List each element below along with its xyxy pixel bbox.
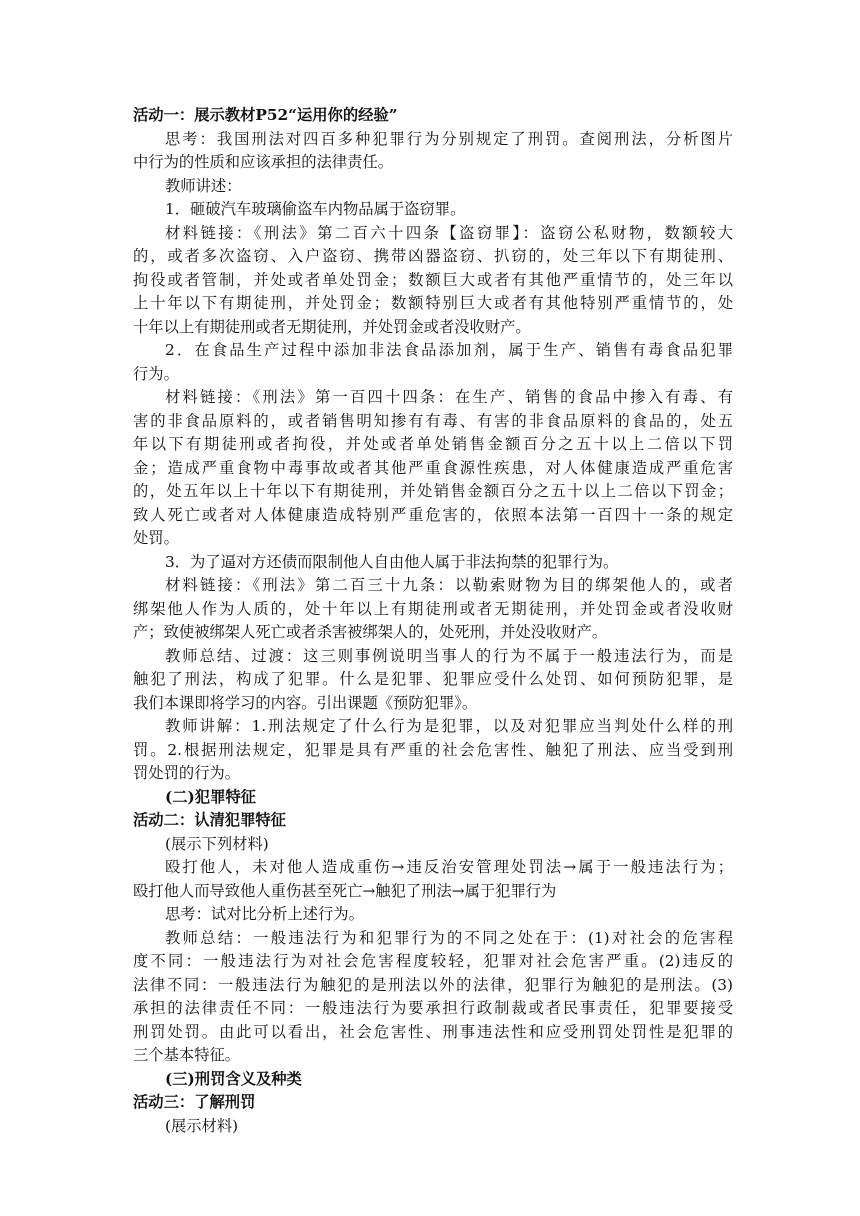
paragraph-line: 殴打他人，未对他人造成重伤→违反治安管理处罚法→属于一般违法行为； xyxy=(165,858,733,876)
paragraph-line: 产；致使被绑架人死亡或者杀害被绑架人的，处死刑，并处没收财产。 xyxy=(133,623,608,641)
paragraph-line: 罚处罚的行为。 xyxy=(133,764,241,782)
paragraph-line: 触犯了刑法，构成了犯罪。什么是犯罪、犯罪应受什么处罚、如何预防犯罪，是 xyxy=(133,670,733,688)
paragraph-line: 金；造成严重食物中毒事故或者其他严重食源性疾患，对人体健康造成严重危害 xyxy=(133,458,733,477)
paragraph-line: 1．砸破汽车玻璃偷盗车内物品属于盗窃罪。 xyxy=(165,200,466,218)
paragraph-line: 的，处五年以上十年以下有期徒刑，并处销售金额百分之五十以上二倍以下罚金； xyxy=(133,482,733,500)
paragraph-line: 承担的法律责任不同：一般违法行为要承担行政制裁或者民事责任，犯罪要接受 xyxy=(133,999,733,1017)
paragraph-line: 教师总结：一般违法行为和犯罪行为的不同之处在于：(1)对社会的危害程 xyxy=(165,928,733,947)
paragraph-line: 度不同：一般违法行为对社会危害程度较轻，犯罪对社会危害严重。(2)违反的 xyxy=(133,952,733,970)
paragraph-line: 的，或者多次盗窃、入户盗窃、携带凶器盗窃、扒窃的，处三年以下有期徒刑、 xyxy=(133,247,733,265)
paragraph-line: 致人死亡或者对人体健康造成特别严重危害的，依照本法第一百四十一条的规定 xyxy=(133,505,733,524)
paragraph-line: 教师讲解：1.刑法规定了什么行为是犯罪，以及对犯罪应当判处什么样的刑 xyxy=(165,717,733,735)
section-heading-penalty: (三)刑罚含义及种类 xyxy=(165,1069,302,1088)
paragraph-line: 我们本课即将学习的内容。引出课题《预防犯罪》。 xyxy=(133,693,478,712)
paragraph-line: 材料链接：《刑法》第一百四十四条：在生产、销售的食品中掺入有毒、有 xyxy=(165,388,733,406)
paragraph-line: 中行为的性质和应该承担的法律责任。 xyxy=(133,153,394,171)
paragraph-line: 思考：我国刑法对四百多种犯罪行为分别规定了刑罚。查阅刑法，分析图片 xyxy=(165,129,733,148)
paragraph-line: 绑架他人作为人质的，处十年以上有期徒刑或者无期徒刑，并处罚金或者没收财 xyxy=(133,599,733,618)
paragraph-line: 十年以上有期徒刑或者无期徒刑，并处罚金或者没收财产。 xyxy=(133,317,531,336)
paragraph-line: 行为。 xyxy=(133,364,179,383)
paragraph-line: 教师总结、过渡：这三则事例说明当事人的行为不属于一般违法行为，而是 xyxy=(165,646,733,665)
paragraph-line: 思考：试对比分析上述行为。 xyxy=(165,905,364,923)
paragraph-line: (展示下列材料) xyxy=(165,834,269,853)
paragraph-line: 罚。2.根据刑法规定，犯罪是具有严重的社会危害性、触犯了刑法、应当受到刑 xyxy=(133,740,733,759)
document-page xyxy=(133,104,733,1138)
paragraph-line: 材料链接：《刑法》第二百六十四条【盗窃罪】：盗窃公私财物，数额较大 xyxy=(165,223,733,242)
paragraph-line: 法律不同：一般违法行为触犯的是刑法以外的法律，犯罪行为触犯的是刑法。(3) xyxy=(133,975,733,994)
activity-one-heading: 活动一：展示教材P52“运用你的经验” xyxy=(133,106,398,124)
paragraph-line: 年以下有期徒刑或者拘役，并处或者单处销售金额百分之五十以上二倍以下罚 xyxy=(133,435,733,453)
paragraph-line: 拘役或者管制，并处或者单处罚金；数额巨大或者有其他严重情节的，处三年以 xyxy=(133,270,733,289)
paragraph-line: 上十年以下有期徒刑，并处罚金；数额特别巨大或者有其他特别严重情节的，处 xyxy=(133,294,733,312)
paragraph-line: 处罚。 xyxy=(133,529,179,547)
activity-three-heading: 活动三：了解刑罚 xyxy=(133,1093,256,1111)
paragraph-line: 材料链接：《刑法》第二百三十九条：以勒索财物为目的绑架他人的，或者 xyxy=(165,576,733,594)
section-heading-crime-features: (二)犯罪特征 xyxy=(165,787,256,806)
paragraph-line: (展示材料) xyxy=(165,1116,239,1135)
paragraph-line: 教师讲述： xyxy=(165,176,242,195)
paragraph-line: 三个基本特征。 xyxy=(133,1046,241,1064)
paragraph-line: 刑罚处罚。由此可以看出，社会危害性、刑事违法性和应受刑罚处罚性是犯罪的 xyxy=(133,1022,733,1041)
paragraph-line: 2．在食品生产过程中添加非法食品添加剂，属于生产、销售有毒食品犯罪 xyxy=(165,341,733,359)
paragraph-line: 殴打他人而导致他人重伤甚至死亡→触犯了刑法→属于犯罪行为 xyxy=(133,881,557,900)
paragraph-line: 3．为了逼对方还债而限制他人自由他人属于非法拘禁的犯罪行为。 xyxy=(165,552,619,571)
activity-two-heading: 活动二：认清犯罪特征 xyxy=(133,811,286,829)
paragraph-line: 害的非食品原料的，或者销售明知掺有有毒、有害的非食品原料的食品的，处五 xyxy=(133,411,733,430)
